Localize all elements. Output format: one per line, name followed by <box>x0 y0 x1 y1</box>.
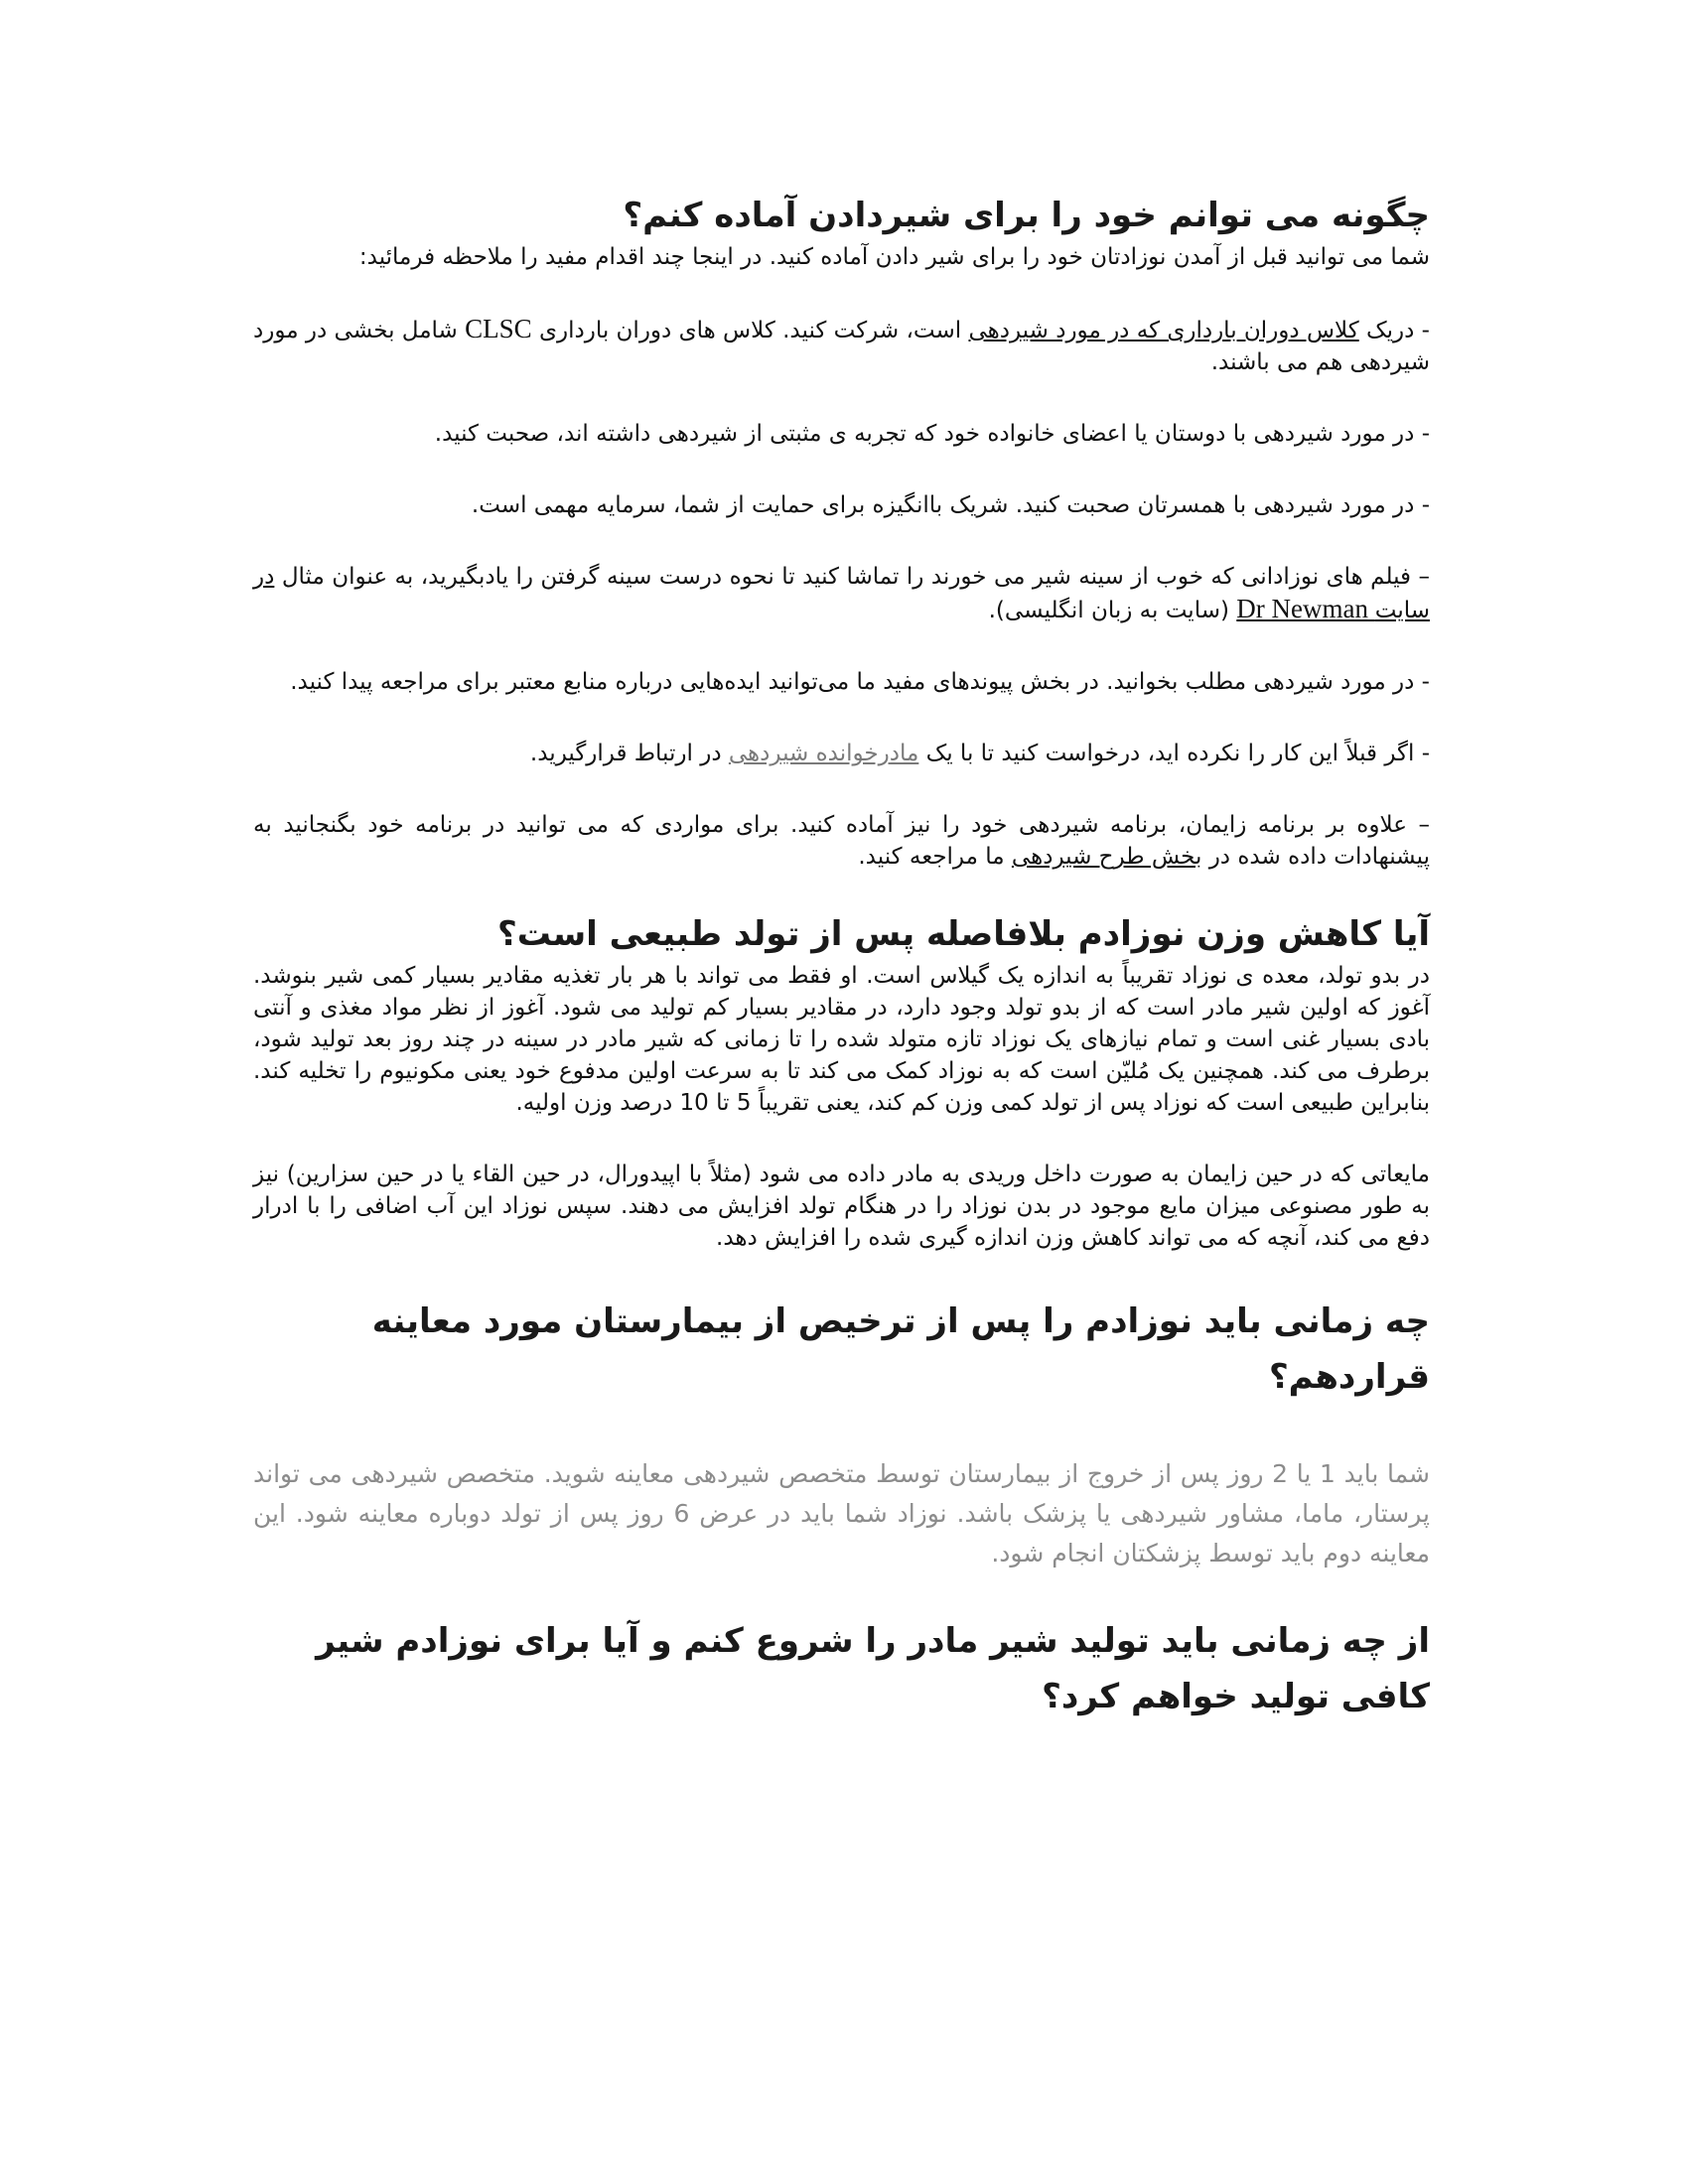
checkup-paragraph: شما باید 1 یا 2 روز پس از خروج از بیمارستان توسط متخصص شیردهی معاینه شوید. متخصص شیردهی می تواند پرستار، ماما، مشاور شیردهی یا پزشک باشد. نوزاد شما باید در عرض 6 روز پس از تولد دوباره معاینه شود. این معاینه دوم باید توسط پزشکتان انجام شود. <box>253 1459 1430 1568</box>
bullet-text: - دریک <box>1358 318 1430 343</box>
dr-newman-link-text: در سایت <box>253 564 1430 623</box>
bullet-text: است، شرکت کنید. کلاس های دوران بارداری <box>531 318 969 343</box>
document-page <box>253 194 1430 1724</box>
bullet-godmother <box>253 738 1430 769</box>
clsc-text: CLSC <box>465 314 532 343</box>
heading-milk-production: از چه زمانی باید تولید شیر مادر را شروع کنم و آیا برای نوزادم شیر کافی تولید خواهم کرد؟ <box>316 1621 1430 1716</box>
bullet-text: در ارتباط قرارگیرید. <box>529 741 729 766</box>
bullet-text: – علاوه بر برنامه زایمان، برنامه شیردهی خود را نیز آماده کنید. برای مواردی که می توانید در برنامه خود بگنجانید به پیشنهادات داده شده در <box>253 812 1430 870</box>
heading-prepare-breastfeeding: چگونه می توانم خود را برای شیردادن آماده کنم؟ <box>623 196 1430 235</box>
bullet-talk-partner: - در مورد شیردهی با همسرتان صحبت کنید. شریک باانگیزه برای حمایت از شما، سرمایه مهمی است. <box>471 492 1430 518</box>
breastfeeding-plan-link[interactable]: بخش طرح شیردهی <box>1011 844 1202 870</box>
bullet-text: شامل بخشی در مورد شیردهی هم می باشند. <box>253 318 1430 375</box>
heading-checkup-after-discharge: چه زمانی باید نوزادم را پس از ترخیص از بیمارستان مورد معاینه قراردهم؟ <box>371 1301 1430 1397</box>
bullet-watch-videos <box>253 561 1430 626</box>
bullet-breastfeeding-plan <box>253 809 1430 873</box>
dr-newman-link-latin: Dr Newman <box>1236 594 1375 623</box>
bullet-prenatal-class <box>253 313 1430 378</box>
bullet-text: – فیلم های نوزادانی که خوب از سینه شیر می خورند را تماشا کنید تا نحوه درست سینه گرفتن را یادبگیرید، به عنوان مثال <box>274 564 1430 590</box>
heading-weight-loss: آیا کاهش وزن نوزادم بلافاصله پس از تولد طبیعی است؟ <box>497 914 1430 954</box>
prenatal-class-link[interactable]: کلاس دوران بارداری که در مورد شیردهی <box>968 318 1359 343</box>
bullet-text: ما مراجعه کنید. <box>858 844 1012 870</box>
bullet-read-resources: - در مورد شیردهی مطلب بخوانید. در بخش پیوندهای مفید ما می‌توانید ایده‌هایی درباره منابع معتبر برای مراجعه پیدا کنید. <box>290 669 1430 695</box>
breastfeeding-godmother-link[interactable]: مادرخوانده شیردهی <box>728 741 919 766</box>
weight-loss-paragraph-2: مایعاتی که در حین زایمان به صورت داخل وریدی به مادر داده می شود (مثلاً با اپیدورال، در حین القاء یا در حین سزارین) نیز به طور مصنوعی میزان مایع موجود در بدن نوزاد را در هنگام تولد افزایش می دهند. سپس نوزاد این آب اضافی را با ادرار دفع می کند، آنچه که می تواند کاهش وزن اندازه گیری شده را افزایش دهد. <box>253 1161 1430 1251</box>
intro-paragraph: شما می توانید قبل از آمدن نوزادتان خود را برای شیر دادن آماده کنید. در اینجا چند اقدام مفید را ملاحظه فرمائید: <box>358 244 1430 270</box>
weight-loss-paragraph-1: در بدو تولد، معده ی نوزاد تقریباً به اندازه یک گیلاس است. او فقط می تواند با هر بار تغذیه مقادیر بسیار کمی شیر بنوشد. آغوز که اولین شیر مادر است که از بدو تولد وجود دارد، در مقادیر بسیار کم تولید می شود. آغوز از نظر مواد مغذی و آنتی بادی بسیار غنی است و تمام نیازهای یک نوزاد تازه متولد شده را تا زمانی که شیر مادر در سینه در چند روز بعد تولید شود، برطرف می کند. همچنین یک مُلیّن است که به نوزاد کمک می کند تا به سرعت اولین مدفوع خود یعنی مکونیوم را تخلیه کند. بنابراین طبیعی است که نوزاد پس از تولد کمی وزن کم کند، یعنی تقریباً 5 تا 10 درصد وزن اولیه. <box>253 963 1430 1116</box>
bullet-talk-friends: - در مورد شیردهی با دوستان یا اعضای خانواده خود که تجربه ی مثبتی از شیردهی داشته اند، صحبت کنید. <box>434 421 1430 447</box>
bullet-text: (سایت به زبان انگلیسی). <box>988 598 1237 623</box>
bullet-text: - اگر قبلاً این کار را نکرده اید، درخواست کنید تا با یک <box>918 741 1430 766</box>
